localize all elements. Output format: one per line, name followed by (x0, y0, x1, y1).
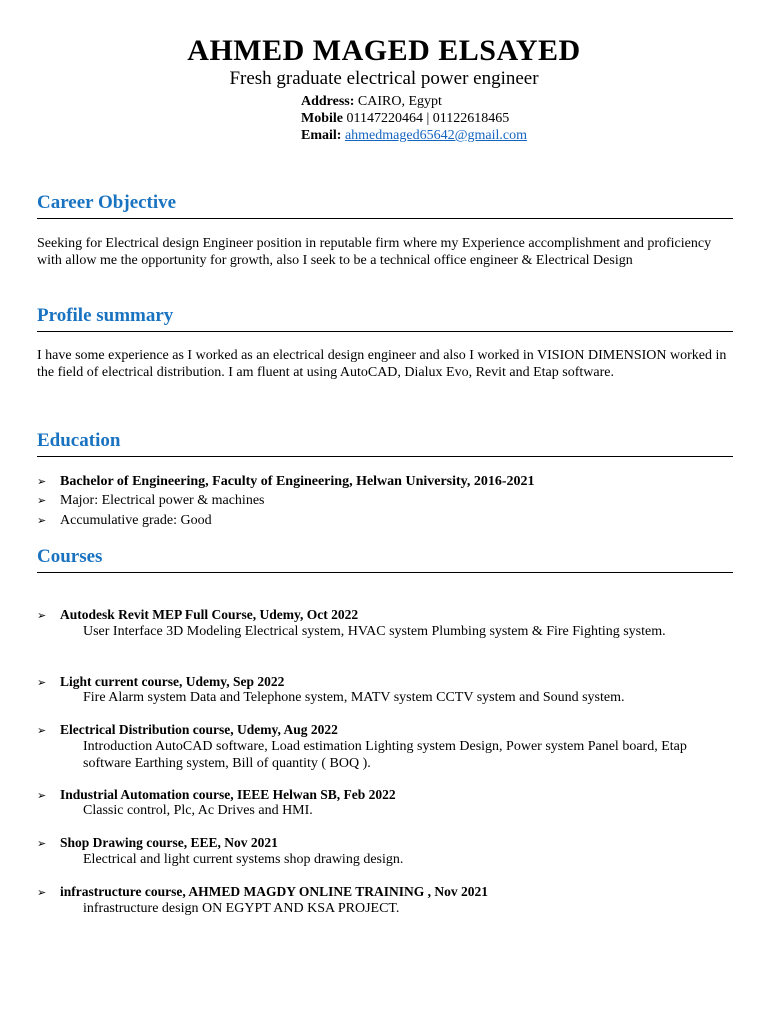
address-line (301, 93, 527, 110)
career-objective-text: Seeking for Electrical design Engineer position in reputable firm where my Experience accomplishment and proficiency with allow me the opportunity for growth, also I seek to be a technical office engineer & Electrical Design (37, 236, 712, 268)
profile-summary-text: I have some experience as I worked as an electrical design engineer and also I worked in VISION DIMENSION worked in the field of electrical distribution. I am fluent at using AutoCAD, Dialux Evo, Revit and Etap software. (37, 348, 727, 380)
profile-summary-section (37, 304, 733, 332)
course-title: Electrical Distribution course, Udemy, Aug 2022 (60, 722, 338, 737)
course-description: User Interface 3D Modeling Electrical system, HVAC system Plumbing system & Fire Fighting system. (83, 624, 666, 639)
course-description: Introduction AutoCAD software, Load estimation Lighting system Design, Power system Panel board, Etap software Earthing system, Bill of quantity ( BOQ ). (83, 739, 687, 771)
education-item-text: Accumulative grade: Good (60, 513, 212, 528)
course-title: Light current course, Udemy, Sep 2022 (60, 674, 285, 689)
address-label: Address: (301, 94, 355, 109)
arrow-bullet-icon: ➢ (37, 494, 47, 507)
course-description: Electrical and light current systems shop drawing design. (83, 852, 404, 867)
email-line (301, 127, 527, 144)
course-item (37, 606, 737, 624)
profile-summary-heading: Profile summary (37, 305, 174, 326)
course-description: infrastructure design ON EGYPT AND KSA PROJECT. (83, 901, 400, 916)
contact-block (301, 93, 527, 144)
arrow-bullet-icon: ➢ (37, 514, 47, 527)
arrow-bullet-icon: ➢ (37, 676, 47, 689)
arrow-bullet-icon: ➢ (37, 724, 47, 737)
education-section (37, 429, 733, 457)
email-link[interactable]: ahmedmaged65642@gmail.com (344, 128, 527, 143)
arrow-bullet-icon: ➢ (37, 837, 47, 850)
course-item (37, 721, 737, 739)
candidate-subtitle: Fresh graduate electrical power engineer (229, 68, 539, 89)
mobile-line (301, 110, 527, 127)
education-item-text: Major: Electrical power & machines (60, 493, 265, 508)
course-title: infrastructure course, AHMED MAGDY ONLINE TRAINING , Nov 2021 (60, 884, 488, 899)
arrow-bullet-icon: ➢ (37, 886, 47, 899)
section-divider (37, 456, 733, 457)
courses-heading: Courses (37, 546, 103, 567)
course-title: Autodesk Revit MEP Full Course, Udemy, Oct 2022 (60, 607, 359, 622)
course-description: Fire Alarm system Data and Telephone system, MATV system CCTV system and Sound system. (83, 690, 625, 705)
course-title: Industrial Automation course, IEEE Helwan SB, Feb 2022 (60, 787, 396, 802)
candidate-name: AHMED MAGED ELSAYED (187, 34, 581, 67)
arrow-bullet-icon: ➢ (37, 609, 47, 622)
mobile-value: 01147220464 | 01122618465 (343, 111, 510, 126)
email-label: Email: (301, 128, 342, 143)
course-item (37, 883, 737, 901)
education-heading: Education (37, 430, 121, 451)
course-item (37, 834, 737, 852)
section-divider (37, 218, 733, 219)
courses-section (37, 545, 733, 573)
section-divider (37, 331, 733, 332)
education-item (37, 492, 737, 509)
course-title: Shop Drawing course, EEE, Nov 2021 (60, 835, 278, 850)
arrow-bullet-icon: ➢ (37, 789, 47, 802)
career-objective-section (37, 191, 733, 219)
education-item (37, 473, 737, 490)
section-divider (37, 572, 733, 573)
address-value: CAIRO, Egypt (354, 94, 442, 109)
education-item (37, 512, 737, 529)
arrow-bullet-icon: ➢ (37, 475, 47, 488)
mobile-label: Mobile (301, 111, 343, 126)
education-item-text: Bachelor of Engineering, Faculty of Engineering, Helwan University, 2016-2021 (60, 474, 535, 489)
career-objective-heading: Career Objective (37, 192, 177, 213)
course-description: Classic control, Plc, Ac Drives and HMI. (83, 803, 313, 818)
